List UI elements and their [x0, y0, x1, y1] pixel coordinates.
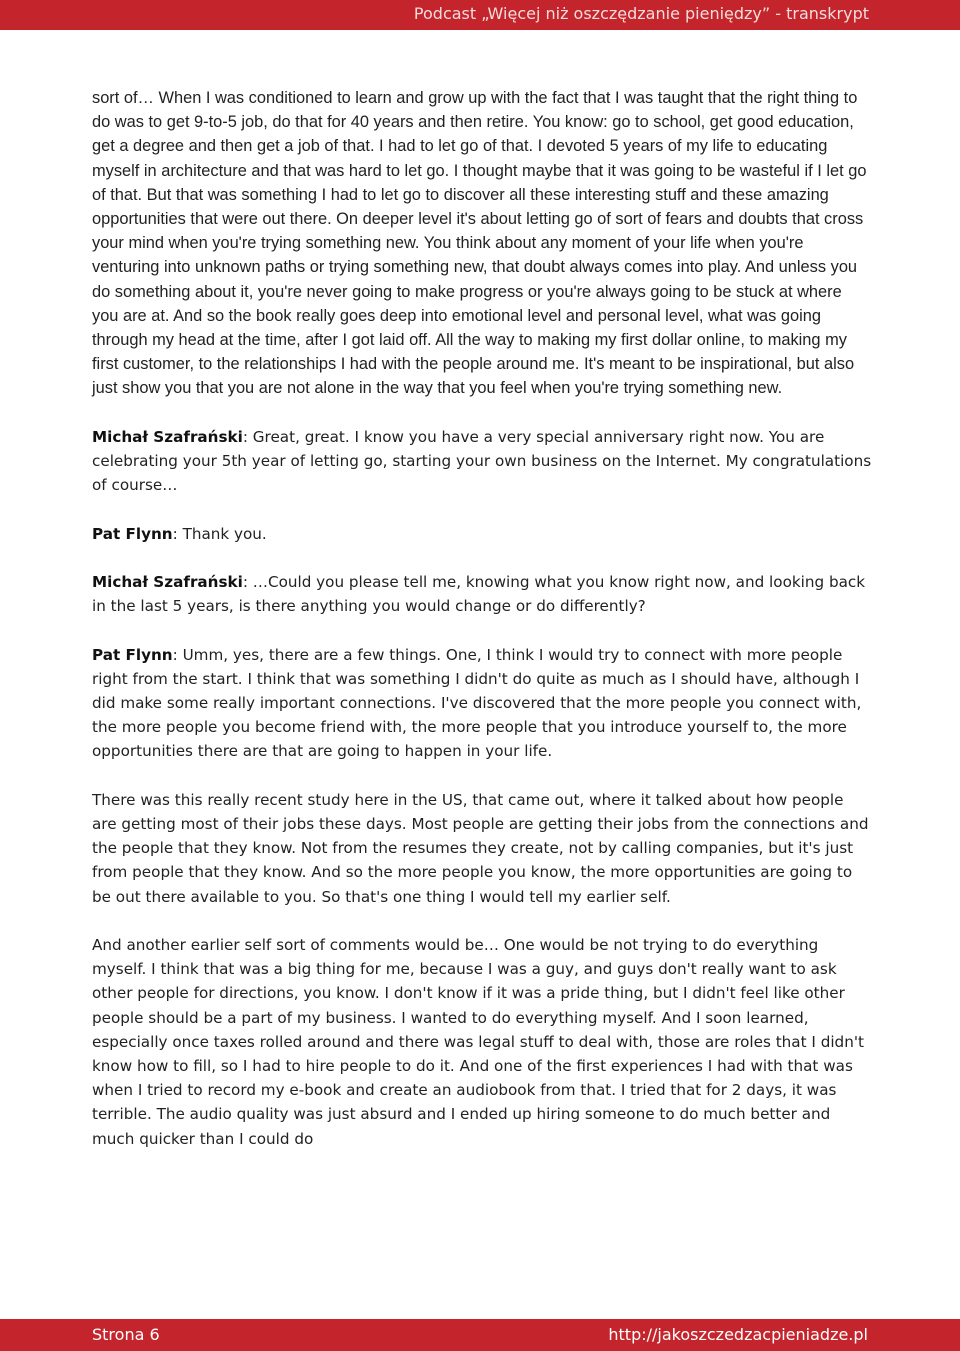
paragraph-text: : Great, great. I know you have a very special anniversary right now. You are celebrating your 5th year of letting go, starting your own business on the Internet. My congratulations of course…: [92, 427, 872, 495]
paragraph-2: [92, 425, 872, 498]
speaker-name: Michał Szafrański: [92, 427, 243, 446]
paragraph-4: [92, 570, 872, 618]
paragraph-1: sort of… When I was conditioned to learn and grow up with the fact that I was taught that the right thing to do was to get 9-to-5 job, do that for 40 years and then retire. You know: go to school, get good education, get a degree and then get a job of that. I had to let go of that. I devoted 5 years of my life to educating myself in architecture and that was hard to let go. I thought maybe that it was going to be wasteful if I let go of that. But that was something I had to let go to discover all these interesting stuff and these amazing opportunities that were out there. On deeper level it's about letting go of sort of fears and doubts that cross your mind when you're trying something new. You think about any moment of your life when you're venturing into unknown paths or trying something new, that doubt always comes into play. And unless you do something about it, you're never going to make progress or you're always going to be stuck at where you are at. And so the book really goes deep into emotional level and personal level, what was going through my head at the time, after I got laid off. All the way to making my first dollar online, to making my first customer, to the relationships I had with the people around me. It's meant to be inspirational, but also just show you that you are not alone in the way that you feel when you're trying something new.: [92, 89, 867, 398]
speaker-name: Michał Szafrański: [92, 573, 243, 592]
footer-bar: [0, 1319, 960, 1351]
header-bar: [0, 0, 960, 30]
paragraph-text: : …Could you please tell me, knowing what you know right now, and looking back in the last 5 years, is there anything you would change or do differently?: [92, 573, 866, 616]
speaker-name: Pat Flynn: [92, 645, 173, 664]
paragraph-5: [92, 643, 872, 764]
paragraph-7: And another earlier self sort of comments would be… One would be not trying to do everything myself. I think that was a big thing for me, because I was a guy, and guys don't really want to ask other people for directions, you know. I don't know if it was a pride thing, but I didn't feel like other people should be a part of my business. I wanted to do everything myself. And I soon learned, especially once taxes rolled around and there was legal stuff to deal with, those are roles that I didn't know how to fill, so I had to hire people to do it. And one of the first experiences I had with that was when I tried to record my e-book and create an audiobook from that. I tried that for 2 days, it was terrible. The audio quality was just absurd and I ended up hiring someone to do much better and much quicker than I could do: [92, 936, 864, 1148]
paragraph-text: : Thank you.: [172, 524, 267, 543]
paragraph-text: : Umm, yes, there are a few things. One, I think I would try to connect with more people right from the start. I think that was something I didn't do quite as much as I should have, although I did make some really important connections. I've discovered that the more people you connect with, the more people you become friend with, the more people that you introduce yourself to, the more opportunities there are that are going to happen in your life.: [92, 645, 862, 761]
paragraph-6: There was this really recent study here in the US, that came out, where it talked about how people are getting most of their jobs these days. Most people are getting their jobs from the connections and the people that they know. Not from the resumes they create, not by calling companies, but it's just from people that they know. And so the more people you know, the more opportunities are going to be out there available to you. So that's one thing I would tell my earlier self.: [92, 790, 869, 906]
speaker-name: Pat Flynn: [92, 524, 173, 543]
paragraph-3: [92, 522, 872, 546]
transcript-body: [92, 86, 872, 1175]
document-title: Podcast „Więcej niż oszczędzanie pieniędzy” - transkrypt: [413, 4, 869, 23]
page-number: Strona 6: [92, 1325, 160, 1344]
website-link[interactable]: http://jakoszczedzacpieniadze.pl: [608, 1325, 868, 1344]
